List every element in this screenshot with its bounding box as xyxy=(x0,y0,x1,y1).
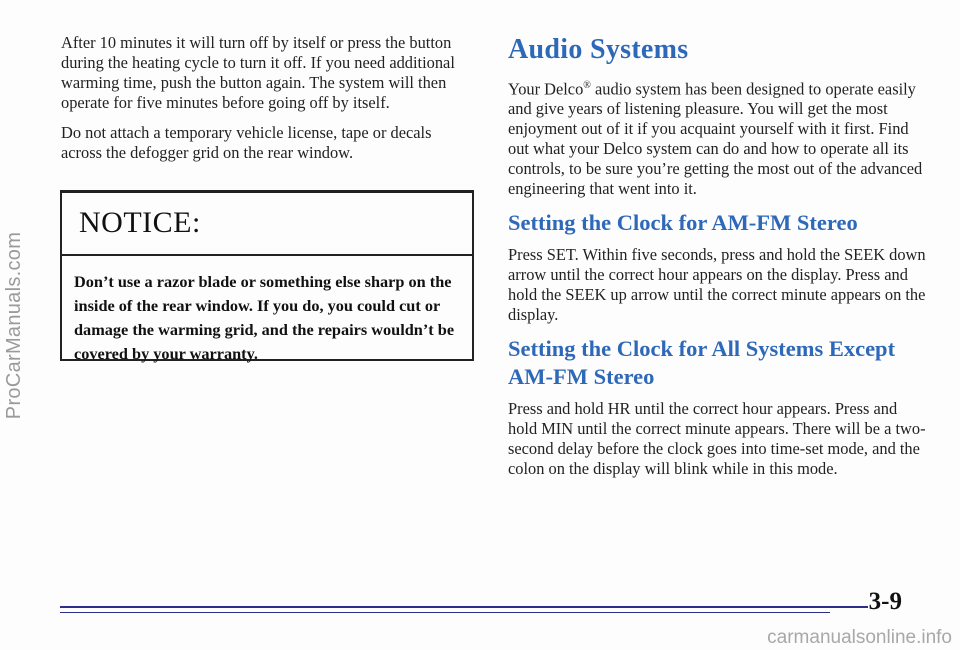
paragraph-defogger-warning: Do not attach a temporary vehicle license, tape or decals across the defogger grid on the rear window. xyxy=(61,123,432,162)
heading-audio-systems: Audio Systems xyxy=(508,34,689,65)
paragraph-heating-cycle: After 10 minutes it will turn off by itself or press the button during the heating cycle to turn it off. If you need additional warming time, push the button again. The system will then operate for five minutes before going off by itself. xyxy=(61,33,455,112)
paragraph-clock-all-systems: Press and hold HR until the correct hour appears. Press and hold MIN until the correct minute appears. There will be a two-second delay before the clock goes into time-set mode, and the colon on the display will blink while in this mode. xyxy=(508,399,926,479)
notice-divider xyxy=(62,254,472,256)
notice-box xyxy=(60,190,474,361)
intro-text-b: audio system has been designed to operate easily and give years of listening pleasure. You will get the most enjoyment out of it if you acquaint yourself with it first. Find out what your Delco system can do and how to operate all its controls, to be sure you’re getting the most out of the advanced engineering that went into it. xyxy=(508,79,923,199)
watermark-bottom: carmanualsonline.info xyxy=(767,627,952,648)
right-column xyxy=(508,33,928,489)
notice-title: NOTICE: xyxy=(79,206,201,239)
watermark-side-text: ProCarManuals.com xyxy=(3,231,26,419)
page-number: 3-9 xyxy=(868,588,902,615)
intro-text-a: Your Delco xyxy=(508,79,584,99)
heading-clock-am-fm: Setting the Clock for AM-FM Stereo xyxy=(508,210,858,236)
watermark-side xyxy=(0,0,31,650)
notice-body: Don’t use a razor blade or something else sharp on the inside of the rear window. If you do, you could cut or damage the warming grid, and the repairs wouldn’t be covered by your warranty. xyxy=(74,272,455,363)
paragraph-audio-intro xyxy=(508,76,928,199)
heading-clock-all-systems: Setting the Clock for All Systems Except AM-FM Stereo xyxy=(508,336,896,390)
paragraph-clock-am-fm: Press SET. Within five seconds, press and hold the SEEK down arrow until the correct hour appears on the display. Press and hold the SEEK up arrow until the correct minute appears on the display. xyxy=(508,245,926,325)
footer-rule-top xyxy=(60,606,868,608)
footer-rule-bottom xyxy=(60,612,830,613)
left-column xyxy=(61,33,461,361)
registered-mark: ® xyxy=(583,80,591,91)
